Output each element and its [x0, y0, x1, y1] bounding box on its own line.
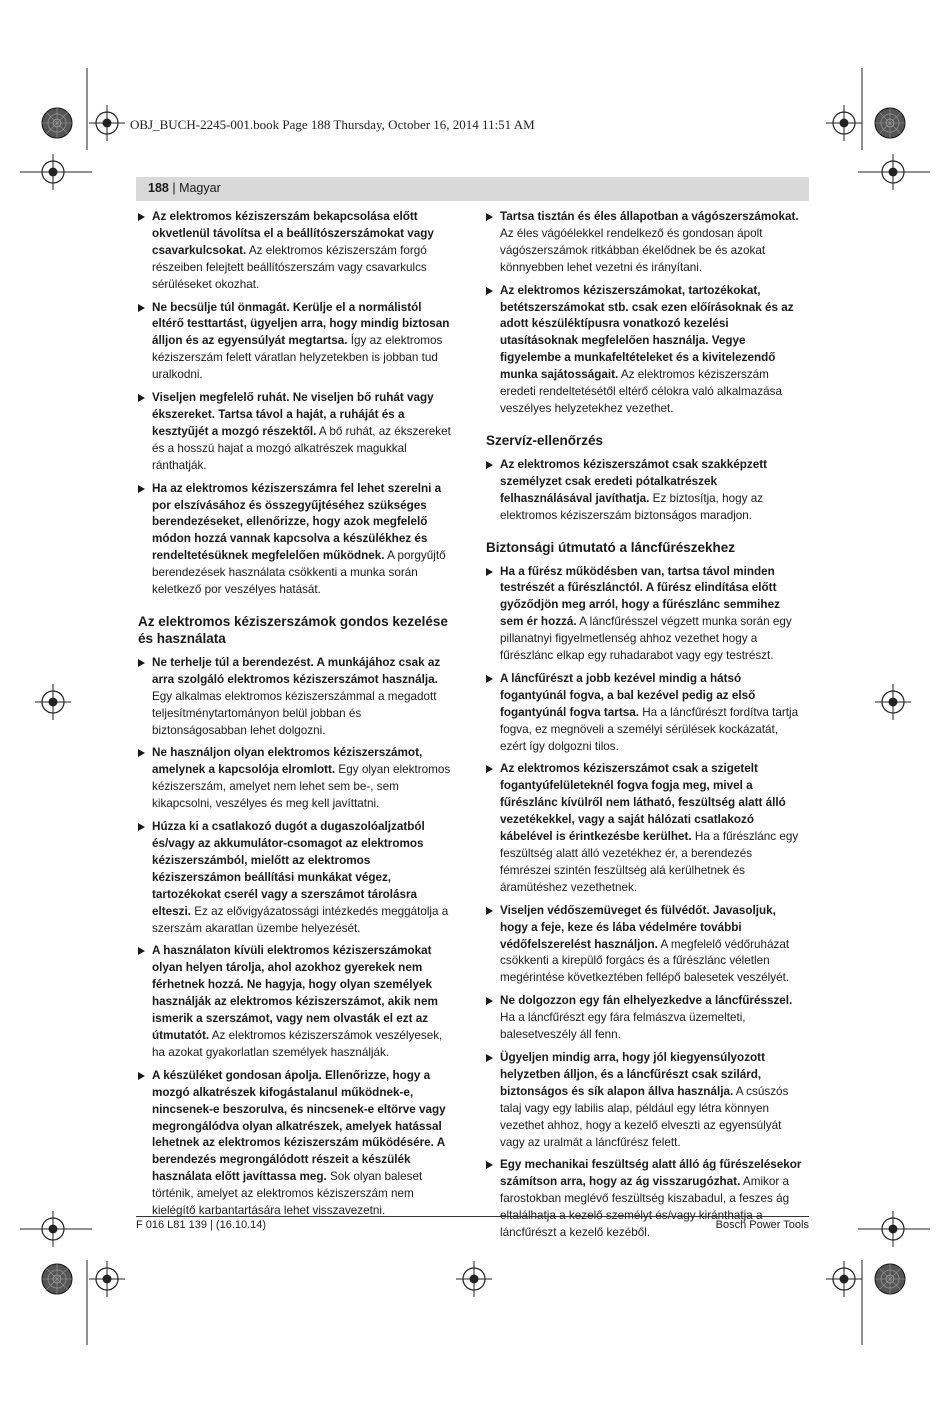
bullet-bold-text: A készüléket gondosan ápolja. Ellenőrizze, hogy a mozgó alkatrészek kifogástalanul működnek-e, nincsenek-e beszorulva, és nincsenek-e eltörve vagy megrongálódva olyan alkatrészek, amelyek hatással lehetnek az elektromos kéziszerszám működésére. A berendezés megrongálódott részeit a készülék használata előtt javíttassa meg.: [152, 1068, 446, 1184]
bullet-item: [138, 1068, 456, 1220]
section-heading-service: Szervíz-ellenőrzés: [486, 432, 604, 448]
bullet-normal-text: A csúszós talaj vagy egy labilis alap, például egy létra könnyen vezethet ahhoz, hogy a kezelő elveszti az egyensúlyát vagy az uralmát a láncfűrész felett.: [500, 1084, 789, 1149]
section-language: Magyar: [179, 181, 221, 195]
bullet-bold-text: Ne terhelje túl a berendezést. A munkájához csak az arra szolgáló elektromos kéziszerszámot használja.: [152, 655, 441, 686]
bullet-normal-text: Sok olyan baleset történik, amelyet az elektromos kéziszerszám nem kielégítő karbantartására lehet visszavezetni.: [152, 1170, 423, 1218]
bullet-item: [138, 655, 456, 740]
bullet-normal-text: Ez biztosítja, hogy az elektromos kéziszerszám biztonságos maradjon.: [500, 491, 764, 522]
bullet-item: [486, 564, 804, 665]
bullet-item: [486, 761, 804, 896]
bullet-bold-text: Húzza ki a csatlakozó dugót a dugaszolóaljzatból és/vagy az akkumulátor-csomagot az elektromos kéziszerszámból, mielőtt az elektromos kéziszerszámon beállítási munkákat végez, tartozékokat cserél vagy a szerszámot tárolásra elteszi.: [152, 820, 425, 918]
bullet-normal-text: Ha a fűrészlánc egy feszültség alatt álló vezetékhez ér, a berendezés fémrészei szintén feszültség alá kerülhetnek és áramütéshez vezethetnek.: [500, 830, 799, 894]
left-column: [138, 209, 456, 1226]
bullet-item: [486, 457, 804, 525]
right-list-a: [486, 209, 804, 418]
bullet-item: [138, 390, 456, 475]
bullet-normal-text: Az elektromos kéziszerszámok veszélyesek, ha azokat gyakorlatlan személyek használják.: [152, 1028, 443, 1059]
bullet-normal-text: A bő ruhát, az ékszereket és a hosszú hajat a mozgó alkatrészek magukkal ránthatják.: [152, 424, 451, 472]
left-list-b: [138, 655, 456, 1220]
bullet-normal-text: Ez az elővigyázatossági intézkedés meggátolja a szerszám akaratlan üzembe helyezését.: [152, 904, 449, 935]
section-heading-chainsaw: Biztonsági útmutató a láncfűrészekhez: [486, 539, 736, 555]
bullet-item: [138, 481, 456, 599]
bullet-item: [486, 671, 804, 756]
bullet-normal-text: Az elektromos kéziszerszám forgó részeiben felejtett beállítószerszám vagy csavarkulcs sérüléseket okozhat.: [152, 243, 427, 291]
bullet-normal-text: A láncfűrésszel végzett munka során egy pillanatnyi figyelmetlenség ahhoz vezethet hogy a fűrészlánc elkap egy ruhadarabot vagy egy testrészt.: [500, 615, 792, 663]
bullet-bold-text: Ha a fűrész működésben van, tartsa távol minden testrészét a fűrészlánctól. A fűrész elindítása előtt győződjön meg arról, hogy a fűrészlánc semmihez sem ér hozzá.: [500, 564, 780, 629]
bullet-normal-text: Az éles vágóélekkel rendelkező és gondosan ápolt vágószerszámok ritkábban ékelődnek be és azokat könnyebben lehet vezetni és irányítani.: [500, 226, 766, 274]
left-list-a: [138, 209, 456, 599]
right-list-chainsaw: [486, 564, 804, 1242]
bullet-bold-text: Egy mechanikai feszültség alatt álló ág fűrészelésekor számítson arra, hogy az ág visszarugózhat.: [500, 1158, 802, 1189]
bullet-item: [138, 745, 456, 813]
book-info-line: OBJ_BUCH-2245-001.book Page 188 Thursday, October 16, 2014 11:51 AM: [130, 117, 535, 132]
bullet-bold-text: Ne dolgozzon egy fán elhelyezkedve a láncfűrésszel.: [500, 994, 793, 1008]
bullet-item: [138, 209, 456, 294]
bullet-normal-text: Az elektromos kéziszerszám eredeti rendeltetésétől eltérő célokra való alkalmazása veszélyes helyzetekhez vezethet.: [500, 368, 782, 415]
bullet-item: [486, 993, 804, 1044]
section-heading-tool-use: Az elektromos kéziszerszámok gondos kezelése és használata: [138, 613, 448, 646]
bullet-bold-text: Ha az elektromos kéziszerszámra fel lehet szerelni a por elszívásához és összegyűjtéséhez szükséges berendezéseket, ellenőrizze, hogy azok megfelelő módon hozzá vannak kapcsolva a készülékhez és rendeltetésüknek megfelelően működnek.: [152, 481, 442, 563]
footer-rule: [136, 1216, 809, 1217]
bullet-bold-text: Tartsa tisztán és éles állapotban a vágószerszámokat.: [500, 210, 799, 223]
bullet-bold-text: Az elektromos kéziszerszám bekapcsolása előtt okvetlenül távolítsa el a beállítószerszámokat vagy csavarkulcsokat.: [152, 210, 434, 257]
bullet-normal-text: Amikor a farostokban meglévő feszültség kiszabadul, a feszes ág eltalálhatja a kezelő személyt és/vagy kiránthatja a láncfűrészt a kezelő kezéből.: [500, 1175, 790, 1240]
bullet-bold-text: Ne becsülje túl önmagát. Kerülje el a normálistól eltérő testtartást, ügyeljen arra, hogy mindig biztosan álljon és az egyensúlyát megtartsa.: [152, 300, 450, 348]
page-header-text: 188 | Magyar: [148, 181, 221, 195]
page-number: 188: [148, 181, 169, 195]
bullet-item: [486, 209, 804, 277]
bullet-normal-text: Ha a láncfűrészt fordítva tartja fogva, ez megnöveli a személyi sérülések kockázatát, ezért így dolgozni tilos.: [500, 705, 799, 753]
bullet-item: [486, 283, 804, 418]
bullet-bold-text: A láncfűrészt a jobb kezével mindig a hátsó fogantyúnál fogva, a bal kezével pedig az első fogantyúnál fogva tartsa.: [500, 671, 756, 719]
bullet-normal-text: Egy olyan elektromos kéziszerszám, amelyet nem lehet sem be-, sem kikapcsolni, veszélyes és meg kell javíttatni.: [152, 763, 451, 811]
bullet-normal-text: A porgyűjtő berendezések használata csökkenti a munka során keletkező por veszélyes hatását.: [152, 549, 446, 597]
bullet-bold-text: Az elektromos kéziszerszámot csak a szigetelt fogantyúfelületeknél fogva fogja meg, mivel a fűrészlánc kívülről nem látható, feszültség alatt álló vezetékekkel, vagy a saját hálózati csatlakozó kábelével is érintkezésbe kerülhet.: [500, 762, 786, 844]
bullet-item: [138, 943, 456, 1061]
bullet-normal-text: Ha a láncfűrészt egy fára felmászva üzemelteti, balesetveszély áll fenn.: [500, 1011, 746, 1042]
right-list-service: [486, 457, 804, 525]
bullet-normal-text: Egy alkalmas elektromos kéziszerszámmal a megadott teljesítménytartományon belül jobban és biztonságosabban lehet dolgozni.: [152, 689, 437, 737]
bullet-bold-text: Az elektromos kéziszerszámokat, tartozékokat, betétszerszámokat stb. csak ezen előírásoknak és az adott készüléktípusra vonatkozó kezelési utasításoknak megfelelően használja. Vegye figyelembe a munkafeltételeket és a kivitelezendő munka sajátosságait.: [500, 283, 794, 382]
bullet-normal-text: Így az elektromos kéziszerszám felett váratlan helyzetekben is jobban tud uralkodni.: [152, 334, 443, 382]
bullet-item: [138, 300, 456, 385]
bullet-bold-text: Az elektromos kéziszerszámot csak szakképzett személyzet csak eredeti pótalkatrészek felhasználásával javíthatja.: [500, 457, 767, 505]
page-header: [136, 177, 809, 201]
bullet-bold-text: Ne használjon olyan elektromos kéziszerszámot, amelynek a kapcsolója elromlott.: [152, 746, 423, 777]
bullet-bold-text: A használaton kívüli elektromos kéziszerszámokat olyan helyen tárolja, ahol azokhoz gyerekek nem férhetnek hozzá. Ne hagyja, hogy olyan személyek használják az elektromos kéziszerszámot, akik nem ismerik a szerszámot, vagy nem olvasták el ezt az útmutatót.: [152, 944, 438, 1042]
bullet-bold-text: Viseljen megfelelő ruhát. Ne viseljen bő ruhát vagy ékszereket. Tartsa távol a haját, a ruháját és a kesztyűjét a mozgó részektől.: [152, 391, 434, 438]
bullet-normal-text: A megfelelő védőruházat csökkenti a kirepülő forgács és a fűrészlánc véletlen megérintése következtében fellépő balesetek veszélyét.: [500, 937, 790, 985]
bullet-bold-text: Viseljen védőszemüveget és fülvédőt. Javasoljuk, hogy a feje, keze és lába védelmére további védőfelszerelést használjon.: [500, 903, 776, 951]
bullet-item: [138, 819, 456, 937]
bullet-bold-text: Ügyeljen mindig arra, hogy jól kiegyensúlyozott helyzetben álljon, és a láncfűrészt csak szilárd, biztonságos és sík alapon állva használja.: [500, 1050, 765, 1098]
bullet-item: [486, 903, 804, 988]
right-column: [486, 209, 804, 1248]
bullet-item: [486, 1050, 804, 1151]
footer-doc-code: F 016 L81 139 | (16.10.14): [136, 1219, 267, 1231]
footer-brand: Bosch Power Tools: [715, 1219, 809, 1231]
